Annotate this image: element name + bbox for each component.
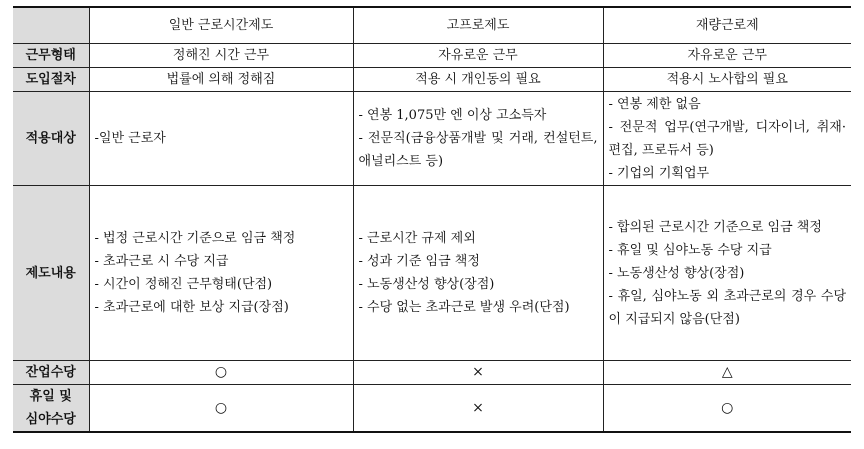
row-content — [13, 186, 851, 361]
list-item: - 시간이 정해진 근무형태(단점) — [94, 277, 273, 292]
cell-overtime-general: ○ — [89, 361, 353, 385]
corner-cell — [13, 7, 89, 44]
list-item: - 전문직(금융상품개발 및 거래, 컨설턴트, 애널리스트 등) — [358, 131, 598, 169]
list-item: - 노동생산성 향상(장점) — [608, 265, 745, 281]
list-item: - 기업의 기획업무 — [608, 165, 710, 181]
cell-holiday-general: ○ — [89, 385, 353, 433]
column-header-general: 일반 근로시간제도 — [89, 7, 353, 44]
cell-content-discretionary — [603, 186, 851, 361]
row-label-holiday-line1: 휴일 및 — [29, 389, 72, 404]
row-label-overtime: 잔업수당 — [13, 361, 89, 385]
list-item: - 연봉 1,075만 엔 이상 고소득자 — [358, 108, 547, 123]
row-overtime-allowance — [13, 361, 851, 385]
row-target — [13, 92, 851, 186]
list-item: - 전문적 업무(연구개발, 디자이너, 취재·편집, 프로듀서 등) — [608, 119, 846, 158]
cell-target-discretionary — [603, 92, 851, 186]
row-label-content: 제도내용 — [13, 186, 89, 361]
cell-target-general — [89, 92, 353, 186]
list-item: - 휴일, 심야노동 외 초과근로의 경우 수당이 지급되지 않음(단점) — [608, 288, 846, 327]
list-item: - 수당 없는 초과근로 발생 우려(단점) — [358, 300, 570, 315]
row-label-holiday — [13, 385, 89, 433]
cell-target-high-pro — [353, 92, 603, 186]
cell-work-type-discretionary: 자유로운 근무 — [603, 44, 851, 68]
list-item: - 휴일 및 심야노동 수당 지급 — [608, 242, 772, 258]
cell-intro-discretionary: 적용시 노사합의 필요 — [603, 68, 851, 92]
comparison-table — [13, 6, 851, 433]
list-item: - 초과근로에 대한 보상 지급(장점) — [94, 300, 289, 315]
list-item: - 초과근로 시 수당 지급 — [94, 254, 229, 269]
cell-content-general — [89, 186, 353, 361]
header-row — [13, 7, 851, 44]
list-item: - 법정 근로시간 기준으로 임금 책정 — [94, 231, 296, 246]
cell-holiday-high-pro: × — [353, 385, 603, 433]
row-intro-procedure — [13, 68, 851, 92]
cell-work-type-high-pro: 자유로운 근무 — [353, 44, 603, 68]
cell-intro-general: 법률에 의해 정해짐 — [89, 68, 353, 92]
cell-work-type-general: 정해진 시간 근무 — [89, 44, 353, 68]
list-item: - 근로시간 규제 제외 — [358, 231, 476, 246]
row-holiday-night-allowance — [13, 385, 851, 433]
list-item: - 합의된 근로시간 기준으로 임금 책정 — [608, 219, 822, 235]
column-header-discretionary: 재량근로제 — [603, 7, 851, 44]
row-label-intro: 도입절차 — [13, 68, 89, 92]
cell-intro-high-pro: 적용 시 개인동의 필요 — [353, 68, 603, 92]
row-label-target: 적용대상 — [13, 92, 89, 186]
cell-holiday-discretionary: ○ — [603, 385, 851, 433]
list-item: - 노동생산성 향상(장점) — [358, 277, 495, 292]
cell-overtime-discretionary: △ — [603, 361, 851, 385]
row-work-type — [13, 44, 851, 68]
cell-content-high-pro — [353, 186, 603, 361]
list-item: - 성과 기준 임금 책정 — [358, 254, 480, 269]
row-label-holiday-line2: 심야수당 — [25, 412, 76, 427]
list-item: - 연봉 제한 없음 — [608, 96, 701, 112]
row-label-work-type: 근무형태 — [13, 44, 89, 68]
column-header-high-pro: 고프로제도 — [353, 7, 603, 44]
cell-overtime-high-pro: × — [353, 361, 603, 385]
list-item: -일반 근로자 — [94, 131, 166, 146]
